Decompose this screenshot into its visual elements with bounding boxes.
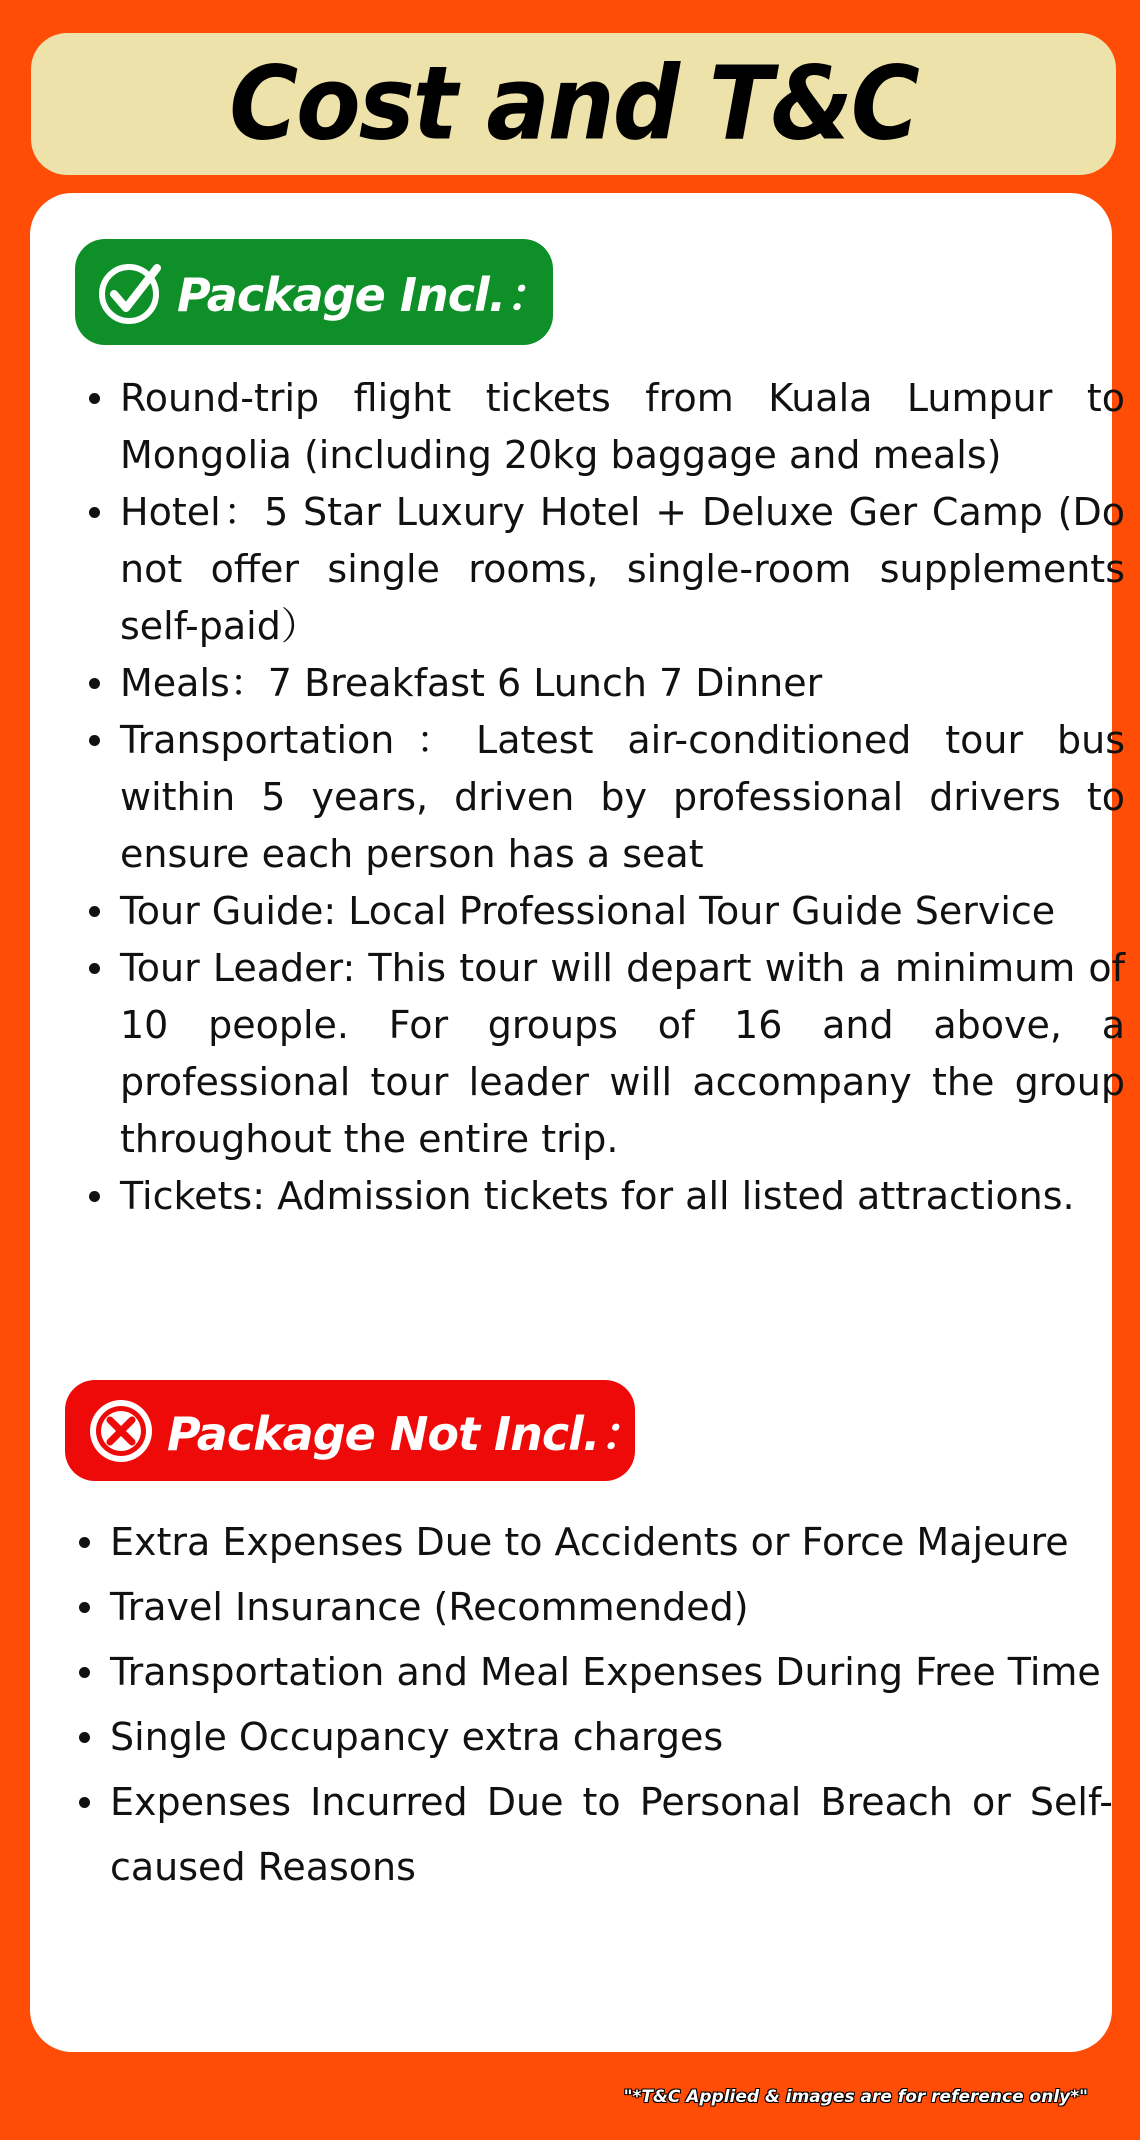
list-item: Transportation and Meal Expenses During Free Time xyxy=(110,1640,1113,1705)
package-not-included-badge xyxy=(65,1380,645,1481)
not-included-list xyxy=(110,1510,1113,1900)
disclaimer-footnote: "*T&C Applied & images are for reference only*" xyxy=(623,2087,1088,2107)
list-item: Extra Expenses Due to Accidents or Force Majeure xyxy=(110,1510,1113,1575)
package-not-included-heading: Package Not Incl.： xyxy=(167,1406,645,1461)
included-list xyxy=(120,370,1125,1225)
package-included-badge xyxy=(75,239,553,345)
list-item: Tour Leader: This tour will depart with a minimum of 10 people. For groups of 16 and above, a professional tour leader will accompany the group throughout the entire trip. xyxy=(120,940,1125,1168)
list-item: Tour Guide: Local Professional Tour Guide Service xyxy=(120,883,1125,940)
list-item: Single Occupancy extra charges xyxy=(110,1705,1113,1770)
title-banner xyxy=(31,33,1116,175)
list-item: Travel Insurance (Recommended) xyxy=(110,1575,1113,1640)
list-item: Meals：7 Breakfast 6 Lunch 7 Dinner xyxy=(120,655,1125,712)
page-title: Cost and T&C xyxy=(229,45,918,163)
list-item: Tickets: Admission tickets for all listed attractions. xyxy=(120,1168,1125,1225)
list-item: Transportation：Latest air-conditioned tour bus within 5 years, driven by professional drivers to ensure each person has a seat xyxy=(120,712,1125,883)
list-item: Expenses Incurred Due to Personal Breach or Self-caused Reasons xyxy=(110,1770,1113,1900)
check-circle-icon xyxy=(95,256,167,328)
package-included-heading: Package Incl.： xyxy=(177,268,551,322)
list-item: Round-trip flight tickets from Kuala Lumpur to Mongolia (including 20kg baggage and meals) xyxy=(120,370,1125,484)
content-card xyxy=(30,193,1125,2052)
x-circle-icon xyxy=(85,1395,157,1467)
list-item: Hotel：5 Star Luxury Hotel + Deluxe Ger Camp (Do not offer single rooms, single-room supplements self-paid） xyxy=(120,484,1125,655)
